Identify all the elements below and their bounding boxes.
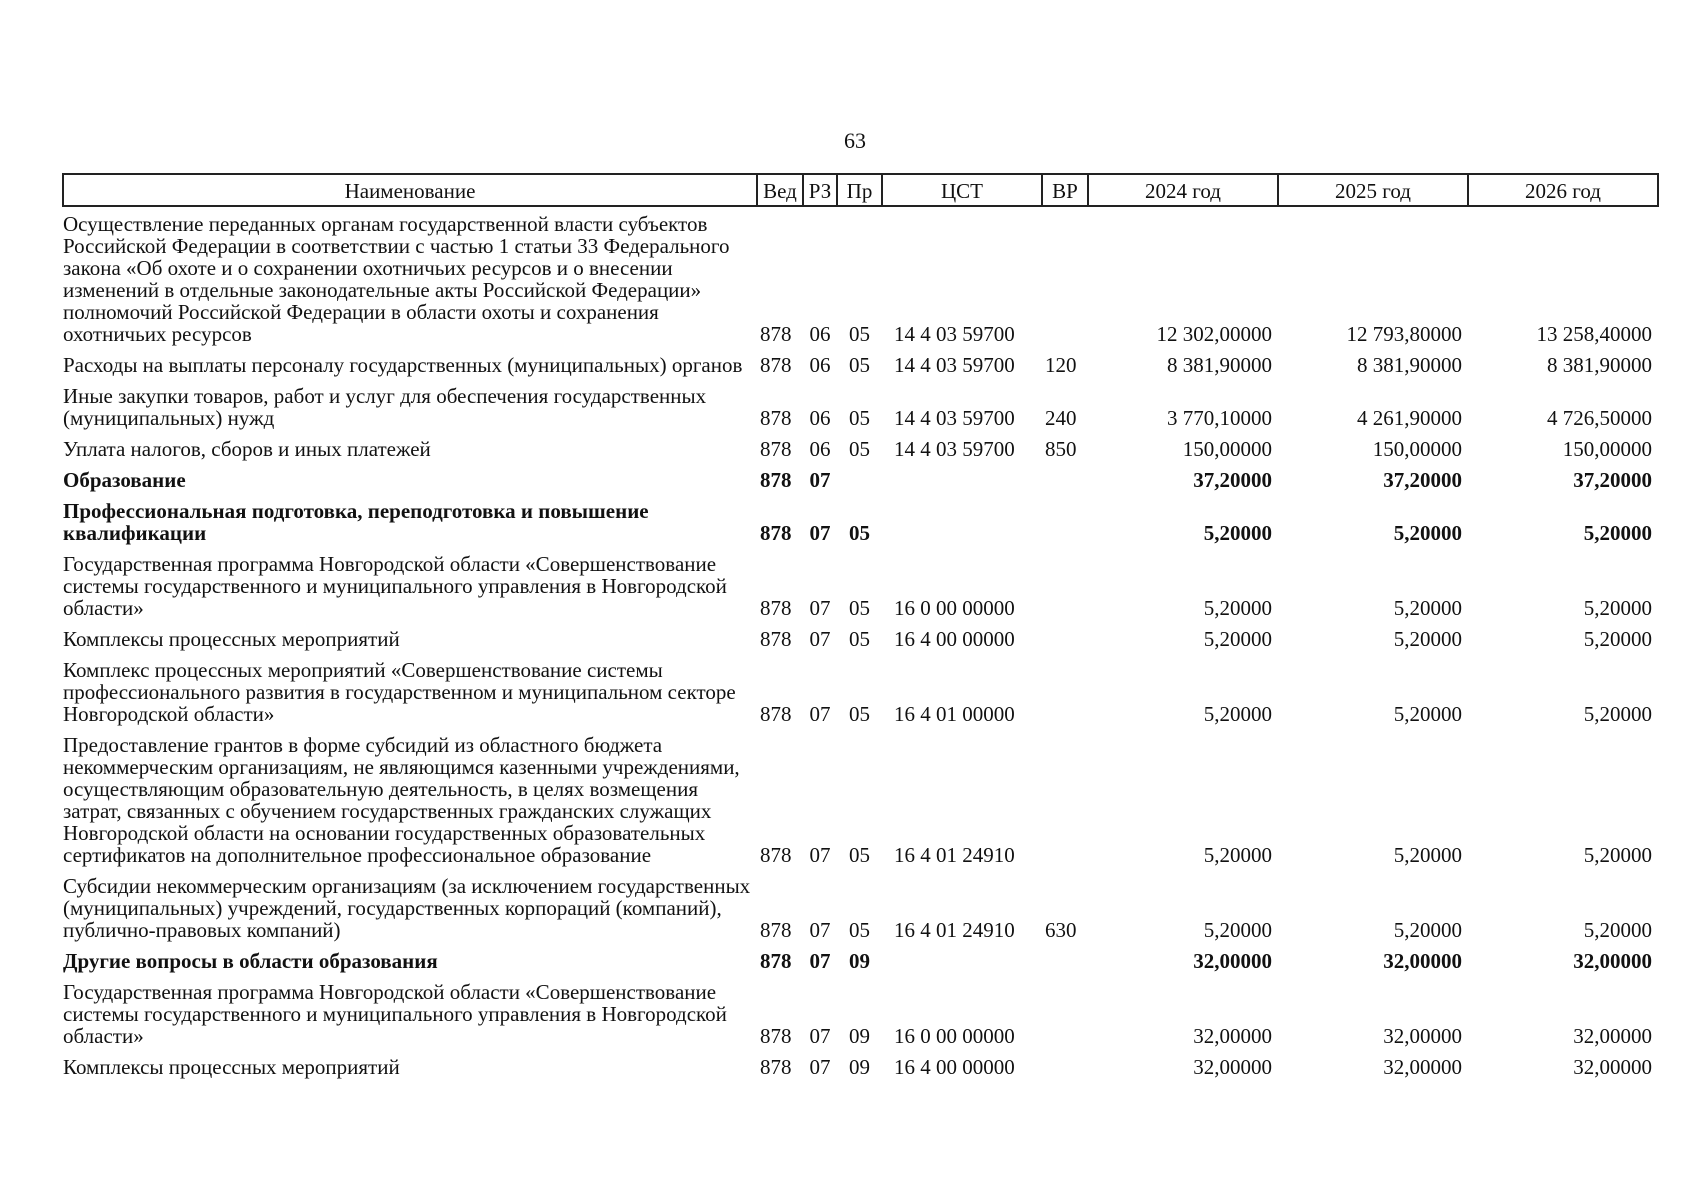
row-2025: 37,20000	[1383, 468, 1462, 492]
row-name: Государственная программа Новгородской области «Совершенствование системы государственного и муниципального управления в Новгородской области»	[63, 552, 727, 620]
row-2024: 5,20000	[1203, 843, 1272, 867]
row-2026: 37,20000	[1573, 468, 1652, 492]
row-cst	[882, 463, 1042, 494]
row-pr: 05	[849, 437, 870, 461]
row-2025: 32,00000	[1383, 1055, 1462, 1079]
row-pr: 05	[849, 702, 870, 726]
row-rz: 07	[809, 843, 831, 867]
row-vr: 120	[1045, 353, 1077, 377]
row-name: Уплата налогов, сборов и иных платежей	[63, 437, 431, 461]
row-2025: 32,00000	[1383, 1024, 1462, 1048]
row-vr	[1042, 975, 1088, 1050]
row-cst: 16 4 01 00000	[894, 702, 1015, 726]
row-2024: 5,20000	[1203, 702, 1272, 726]
row-name: Образование	[63, 468, 186, 492]
table-row	[63, 869, 1658, 944]
row-vr: 240	[1045, 406, 1077, 430]
header-2025: 2025 год	[1278, 174, 1468, 206]
row-pr: 05	[849, 353, 870, 377]
row-cst	[882, 944, 1042, 975]
header-cst: ЦСТ	[882, 174, 1042, 206]
row-cst: 16 4 00 00000	[894, 627, 1015, 651]
row-name: Другие вопросы в области образования	[63, 949, 438, 973]
table-row	[63, 348, 1658, 379]
row-2024: 3 770,10000	[1167, 406, 1272, 430]
row-ved: 878	[760, 702, 792, 726]
row-cst: 16 0 00 00000	[894, 596, 1015, 620]
row-pr: 09	[849, 1024, 870, 1048]
row-ved: 878	[760, 322, 792, 346]
row-name: Комплексы процессных мероприятий	[63, 627, 400, 651]
row-vr	[1042, 547, 1088, 622]
row-ved: 878	[760, 949, 792, 973]
row-cst: 16 4 01 24910	[894, 843, 1015, 867]
row-cst: 16 4 01 24910	[894, 918, 1015, 942]
row-ved: 878	[760, 596, 792, 620]
row-2026: 150,00000	[1562, 437, 1652, 461]
table-row	[63, 653, 1658, 728]
header-2024: 2024 год	[1088, 174, 1278, 206]
row-2024: 32,00000	[1193, 1024, 1272, 1048]
row-vr	[1042, 944, 1088, 975]
row-cst: 16 0 00 00000	[894, 1024, 1015, 1048]
row-2025: 5,20000	[1393, 596, 1462, 620]
table-row	[63, 622, 1658, 653]
row-name: Комплексы процессных мероприятий	[63, 1055, 400, 1079]
row-pr: 05	[849, 521, 870, 545]
row-pr: 05	[849, 627, 870, 651]
row-name: Предоставление грантов в форме субсидий из областного бюджета некоммерческим организациям, не являющимся казенными учреждениями, осуществляющим образовательную деятельность, в целях возмещения затрат, связанных с обучением государственных гражданских служащих Новгородской области на основании государственных образовательных сертификатов на дополнительное профессиональное образование	[63, 733, 740, 867]
row-vr	[1042, 653, 1088, 728]
table-row	[63, 463, 1658, 494]
row-2024: 5,20000	[1203, 627, 1272, 651]
row-name: Субсидии некоммерческим организациям (за исключением государственных (муниципальных) учреждений, государственных корпораций (компаний), публично-правовых компаний)	[63, 874, 751, 942]
row-cst: 14 4 03 59700	[894, 353, 1015, 377]
row-pr: 05	[849, 918, 870, 942]
row-ved: 878	[760, 1055, 792, 1079]
row-2026: 5,20000	[1583, 843, 1652, 867]
row-rz: 06	[809, 353, 831, 377]
row-pr: 05	[849, 843, 870, 867]
row-ved: 878	[760, 1024, 792, 1048]
row-2025: 5,20000	[1393, 702, 1462, 726]
row-2026: 5,20000	[1583, 627, 1652, 651]
row-ved: 878	[760, 627, 792, 651]
header-2026: 2026 год	[1468, 174, 1658, 206]
row-2026: 4 726,50000	[1547, 406, 1652, 430]
row-2025: 12 793,80000	[1346, 322, 1462, 346]
row-rz: 07	[809, 627, 831, 651]
row-ved: 878	[760, 468, 792, 492]
row-pr: 05	[849, 322, 870, 346]
row-ved: 878	[760, 406, 792, 430]
row-2026: 13 258,40000	[1536, 322, 1652, 346]
row-pr: 05	[849, 406, 870, 430]
row-vr	[1042, 463, 1088, 494]
row-2026: 32,00000	[1573, 1024, 1652, 1048]
header-row	[63, 174, 1658, 206]
row-name: Государственная программа Новгородской области «Совершенствование системы государственного и муниципального управления в Новгородской области»	[63, 980, 727, 1048]
row-cst	[882, 494, 1042, 547]
row-2026: 32,00000	[1573, 1055, 1652, 1079]
row-2025: 5,20000	[1393, 843, 1462, 867]
row-rz: 07	[809, 702, 831, 726]
row-ved: 878	[760, 353, 792, 377]
row-pr: 09	[849, 949, 870, 973]
row-vr: 850	[1045, 437, 1077, 461]
row-pr: 09	[849, 1055, 870, 1079]
table-header	[63, 174, 1658, 206]
table-row	[63, 1050, 1658, 1081]
table-row	[63, 494, 1658, 547]
row-vr	[1042, 728, 1088, 869]
row-cst: 14 4 03 59700	[894, 322, 1015, 346]
row-ved: 878	[760, 437, 792, 461]
table-row	[63, 432, 1658, 463]
row-ved: 878	[760, 918, 792, 942]
row-rz: 07	[809, 1055, 831, 1079]
row-cst: 14 4 03 59700	[894, 406, 1015, 430]
row-rz: 06	[809, 322, 831, 346]
row-2026: 32,00000	[1573, 949, 1652, 973]
row-vr	[1042, 1050, 1088, 1081]
row-2025: 5,20000	[1393, 627, 1462, 651]
row-rz: 07	[809, 1024, 831, 1048]
row-ved: 878	[760, 843, 792, 867]
header-vr: ВР	[1042, 174, 1088, 206]
row-2024: 8 381,90000	[1167, 353, 1272, 377]
table-row	[63, 728, 1658, 869]
row-2024: 32,00000	[1193, 1055, 1272, 1079]
row-2024: 5,20000	[1203, 918, 1272, 942]
row-rz: 07	[809, 521, 831, 545]
row-2024: 150,00000	[1182, 437, 1272, 461]
row-rz: 07	[809, 918, 831, 942]
row-2025: 5,20000	[1393, 918, 1462, 942]
header-pr: Пр	[837, 174, 882, 206]
row-2024: 37,20000	[1193, 468, 1272, 492]
row-vr	[1042, 622, 1088, 653]
row-2024: 32,00000	[1193, 949, 1272, 973]
table-row	[63, 975, 1658, 1050]
row-vr	[1042, 206, 1088, 348]
table-row	[63, 547, 1658, 622]
row-name: Профессиональная подготовка, переподготовка и повышение квалификации	[63, 499, 649, 545]
row-rz: 06	[809, 437, 831, 461]
row-2025: 4 261,90000	[1357, 406, 1462, 430]
row-name: Расходы на выплаты персоналу государственных (муниципальных) органов	[63, 353, 743, 377]
row-rz: 07	[809, 468, 831, 492]
row-name: Комплекс процессных мероприятий «Совершенствование системы профессионального развития в государственном и муниципальном секторе Новгородской области»	[63, 658, 736, 726]
row-cst: 16 4 00 00000	[894, 1055, 1015, 1079]
row-pr: 05	[849, 596, 870, 620]
row-2026: 5,20000	[1583, 521, 1652, 545]
row-2025: 5,20000	[1393, 521, 1462, 545]
table-row	[63, 379, 1658, 432]
row-vr	[1042, 494, 1088, 547]
row-name: Иные закупки товаров, работ и услуг для обеспечения государственных (муниципальных) нужд	[63, 384, 707, 430]
header-rz: РЗ	[803, 174, 837, 206]
row-pr	[837, 463, 882, 494]
page-number: 63	[844, 128, 866, 153]
header-ved: Вед	[757, 174, 803, 206]
row-2026: 5,20000	[1583, 702, 1652, 726]
row-rz: 07	[809, 949, 831, 973]
row-2026: 8 381,90000	[1547, 353, 1652, 377]
row-2026: 5,20000	[1583, 918, 1652, 942]
row-2026: 5,20000	[1583, 596, 1652, 620]
row-rz: 07	[809, 596, 831, 620]
row-cst: 14 4 03 59700	[894, 437, 1015, 461]
row-2024: 5,20000	[1203, 521, 1272, 545]
row-2024: 12 302,00000	[1156, 322, 1272, 346]
row-rz: 06	[809, 406, 831, 430]
header-name: Наименование	[63, 174, 757, 206]
table-row	[63, 206, 1658, 348]
row-name: Осуществление переданных органам государственной власти субъектов Российской Федерации в соответствии с частью 1 статьи 33 Федерального закона «Об охоте и о сохранении охотничьих ресурсов и о внесении изменений в отдельные законодательные акты Российской Федерации» полномочий Российской Федерации в области охоты и сохранения охотничьих ресурсов	[63, 212, 730, 346]
row-ved: 878	[760, 521, 792, 545]
row-2025: 32,00000	[1383, 949, 1462, 973]
table-row	[63, 944, 1658, 975]
row-2025: 150,00000	[1372, 437, 1462, 461]
budget-table	[62, 173, 1659, 1081]
row-2024: 5,20000	[1203, 596, 1272, 620]
row-vr: 630	[1045, 918, 1077, 942]
row-2025: 8 381,90000	[1357, 353, 1462, 377]
table-body	[63, 206, 1658, 1081]
